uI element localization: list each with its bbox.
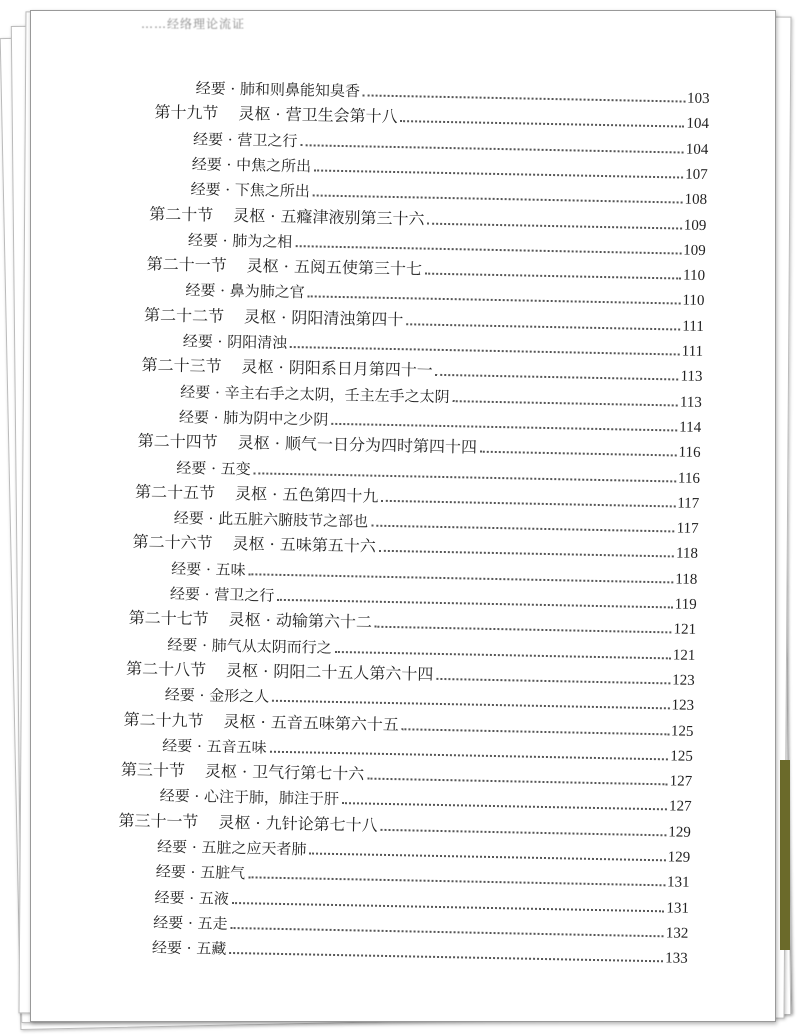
entry-label: 第二十二节 [143, 304, 225, 326]
entry-title [129, 605, 373, 633]
page-number: 119 [674, 596, 697, 613]
separator: · [215, 281, 230, 301]
dot-leader [375, 626, 672, 634]
entry-title [174, 507, 369, 532]
dot-leader [381, 500, 675, 508]
dot-leader [335, 651, 671, 659]
dot-leader [406, 323, 680, 330]
separator: · [222, 130, 238, 149]
page-number: 131 [666, 899, 690, 917]
dot-leader [427, 222, 681, 229]
entry-title [121, 757, 365, 785]
page-number: 127 [669, 773, 693, 790]
entry-title [183, 330, 288, 353]
entry-title [152, 937, 227, 959]
page-number: 116 [678, 444, 701, 462]
page-number: 107 [685, 166, 708, 183]
page-number: 110 [682, 292, 705, 310]
entry-label: 第二十节 [149, 203, 214, 225]
dot-leader [269, 751, 668, 761]
separator: · [221, 155, 237, 174]
entry-label: 经要 [155, 862, 187, 882]
entry-title [147, 251, 423, 279]
entry-text: 灵枢 · 五音五味第六十五 [223, 711, 399, 734]
dot-leader [342, 802, 667, 810]
entry-text: 灵枢 · 动输第六十二 [228, 610, 373, 632]
page-number: 132 [665, 925, 689, 942]
entry-label: 第三十节 [120, 759, 186, 781]
separator: · [183, 913, 198, 933]
page-number: 133 [664, 950, 688, 967]
entry-label: 经要 [173, 508, 205, 528]
entry-text: 营卫之行 [237, 130, 298, 150]
page-number: 127 [668, 798, 692, 816]
dot-leader [381, 829, 667, 836]
entry-title [185, 279, 305, 302]
entry-label: 经要 [156, 837, 188, 857]
entry-label: 第三十一节 [118, 810, 199, 832]
entry-label: 经要 [178, 407, 210, 427]
entry-title [153, 911, 228, 933]
entry-text: 阴阳清浊 [226, 332, 288, 352]
separator: · [201, 560, 216, 579]
page-number: 109 [683, 242, 706, 259]
entry-text: 灵枢 · 阴阳系日月第四十一 [241, 357, 433, 381]
page-number: 118 [675, 571, 698, 588]
entry-title [144, 302, 404, 330]
separator: · [220, 180, 236, 200]
entry-text: 五藏 [196, 939, 227, 959]
entry-text: 肺气从太阴而行之 [211, 636, 332, 657]
page-number: 114 [679, 419, 702, 436]
entry-text: 营卫之行 [214, 585, 275, 605]
page-number: 116 [677, 469, 701, 487]
entry-label: 经要 [195, 79, 226, 98]
entry-label: 经要 [191, 154, 223, 174]
separator: · [181, 939, 197, 958]
page-number: 117 [676, 520, 699, 537]
entry-text: 灵枢 · 五色第四十九 [234, 483, 379, 506]
dot-leader [290, 346, 680, 355]
entry-label: 经要 [167, 635, 198, 654]
entry-title [179, 406, 329, 430]
dot-leader [480, 451, 677, 457]
entry-label: 经要 [151, 938, 183, 958]
entry-text: 五走 [197, 914, 228, 933]
entry-text: 灵枢 · 五阅五使第三十七 [246, 256, 423, 279]
dot-leader [229, 952, 663, 962]
separator: · [186, 838, 202, 857]
page-number: 131 [666, 874, 690, 892]
entry-label: 经要 [192, 129, 224, 149]
dot-leader [425, 273, 681, 280]
entry-title [162, 734, 267, 757]
entry-title [188, 229, 293, 252]
entry-text: 肺为之相 [232, 231, 293, 251]
entry-title [190, 178, 310, 201]
separator: · [203, 509, 219, 528]
separator: · [210, 383, 225, 402]
entry-text: 鼻为肺之官 [229, 282, 305, 302]
entry-label: 第二十九节 [123, 709, 204, 730]
entry-label: 经要 [159, 786, 190, 806]
entry-text: 辛主右手之太阴，壬主左手之太阴 [224, 383, 450, 406]
page-number: 123 [672, 672, 695, 689]
entry-title [149, 201, 425, 229]
entry-label: 经要 [171, 559, 202, 579]
dot-leader [379, 550, 674, 558]
entry-title [165, 684, 270, 707]
separator: · [197, 635, 212, 655]
entry-text: 灵枢 · 阴阳二十五人第六十四 [225, 660, 434, 684]
entry-label: 经要 [164, 685, 196, 705]
entry-label: 经要 [162, 736, 193, 756]
dot-leader [436, 678, 670, 684]
entry-label: 经要 [187, 230, 219, 250]
page-number: 111 [682, 318, 704, 335]
entry-title [154, 100, 398, 128]
dot-leader [272, 700, 669, 710]
entry-label: 经要 [154, 888, 185, 907]
dot-leader [363, 94, 685, 102]
separator: · [185, 863, 201, 882]
entry-label: 经要 [180, 382, 211, 402]
entry-title [154, 886, 229, 908]
dot-leader [314, 169, 683, 178]
separator: · [192, 737, 207, 756]
entry-title [171, 557, 246, 579]
entry-label: 经要 [182, 331, 214, 351]
dot-leader [452, 400, 677, 406]
table-of-contents [31, 71, 775, 967]
dot-leader [436, 374, 679, 381]
separator: · [199, 585, 215, 604]
page-number: 113 [680, 368, 703, 386]
entry-title [167, 633, 332, 657]
book-edge-olive [780, 760, 790, 950]
dot-leader [313, 195, 683, 204]
entry-title [193, 128, 298, 151]
entry-text: 肺为阴中之少阴 [223, 408, 329, 429]
entry-label: 第二十七节 [128, 608, 209, 629]
entry-label: 第二十一节 [146, 254, 227, 275]
entry-title [118, 808, 378, 836]
page-number: 129 [668, 824, 692, 841]
separator: · [189, 787, 205, 806]
page-number: 125 [670, 722, 694, 740]
separator: · [212, 332, 228, 351]
page-number: 117 [677, 495, 700, 512]
separator: · [208, 408, 224, 427]
entry-text: 灵枢 · 阴阳清浊第四十 [243, 306, 404, 329]
page-number: 104 [686, 115, 710, 133]
dot-leader [371, 525, 675, 533]
dot-leader [277, 599, 672, 609]
page-number: 111 [681, 343, 704, 360]
dot-leader [309, 852, 665, 861]
dot-leader [331, 423, 677, 432]
entry-text: 五味 [215, 560, 246, 579]
page-number: 110 [682, 267, 706, 285]
dot-leader [401, 120, 685, 127]
dot-leader [248, 877, 665, 887]
entry-label: 经要 [185, 281, 216, 300]
page-number: 103 [686, 90, 710, 108]
entry-text: 五脏之应天者肺 [201, 838, 307, 859]
entry-text: 五脏气 [199, 863, 246, 883]
entry-label: 经要 [169, 584, 201, 604]
entry-title [156, 861, 246, 884]
toc-page [30, 10, 776, 1022]
entry-text: 五音五味 [206, 737, 267, 757]
separator: · [217, 231, 233, 250]
entry-text: 中焦之所出 [235, 155, 312, 176]
entry-title [160, 785, 340, 809]
entry-text: 五变 [220, 459, 251, 478]
entry-text: 灵枢 · 顺气一日分为四时第四十四 [237, 433, 478, 457]
separator: · [225, 79, 241, 99]
separator: · [206, 458, 221, 478]
separator: · [194, 686, 210, 705]
entry-title [132, 529, 376, 557]
separator: · [184, 888, 200, 907]
entry-label: 第二十五节 [134, 481, 216, 503]
page-number: 113 [679, 394, 703, 411]
entry-label: 经要 [190, 180, 221, 199]
entry-label: 经要 [153, 913, 184, 932]
entry-title [192, 153, 312, 176]
entry-label: 第二十三节 [141, 355, 222, 377]
entry-title [135, 479, 379, 507]
dot-leader [300, 144, 683, 153]
entry-text: 灵枢 · 九针论第七十八 [218, 812, 378, 835]
page-number: 123 [671, 697, 695, 715]
entry-title [196, 77, 361, 101]
entry-label: 第二十六节 [132, 532, 213, 553]
running-head: ……经络理论流证 [141, 17, 246, 31]
entry-text: 此五脏六腑肢节之部也 [217, 509, 369, 531]
entry-text: 灵枢 · 五味第五十六 [232, 534, 376, 557]
dot-leader [367, 778, 667, 786]
entry-text: 肺和则鼻能知臭香 [239, 80, 361, 101]
page-number: 104 [685, 141, 709, 158]
page-number: 118 [675, 545, 699, 563]
entry-title [157, 836, 307, 860]
entry-text: 金形之人 [208, 686, 270, 706]
page-number: 121 [673, 621, 697, 639]
entry-text: 灵枢 · 五癃津液别第三十六 [233, 205, 425, 229]
entry-text: 灵枢 · 卫气行第七十六 [204, 761, 365, 784]
entry-title [170, 583, 275, 606]
entry-text: 心注于肺，肺注于肝 [203, 787, 340, 809]
entry-label: 第二十八节 [125, 658, 207, 680]
entry-title [123, 706, 399, 734]
page-number: 109 [683, 217, 707, 234]
page-number: 121 [672, 647, 696, 664]
entry-title [176, 456, 251, 478]
page-number: 129 [667, 849, 691, 866]
page-number: 125 [670, 748, 693, 765]
entry-text: 五液 [198, 888, 230, 908]
page-number: 108 [684, 191, 708, 209]
entry-text: 下焦之所出 [234, 181, 311, 201]
entry-label: 经要 [176, 458, 207, 477]
dot-leader [402, 728, 669, 735]
entry-text: 灵枢 · 营卫生会第十八 [238, 104, 398, 127]
dot-leader [308, 296, 681, 305]
entry-label: 第十九节 [154, 102, 219, 123]
entry-label: 第二十四节 [137, 431, 218, 452]
dot-leader [295, 245, 681, 254]
